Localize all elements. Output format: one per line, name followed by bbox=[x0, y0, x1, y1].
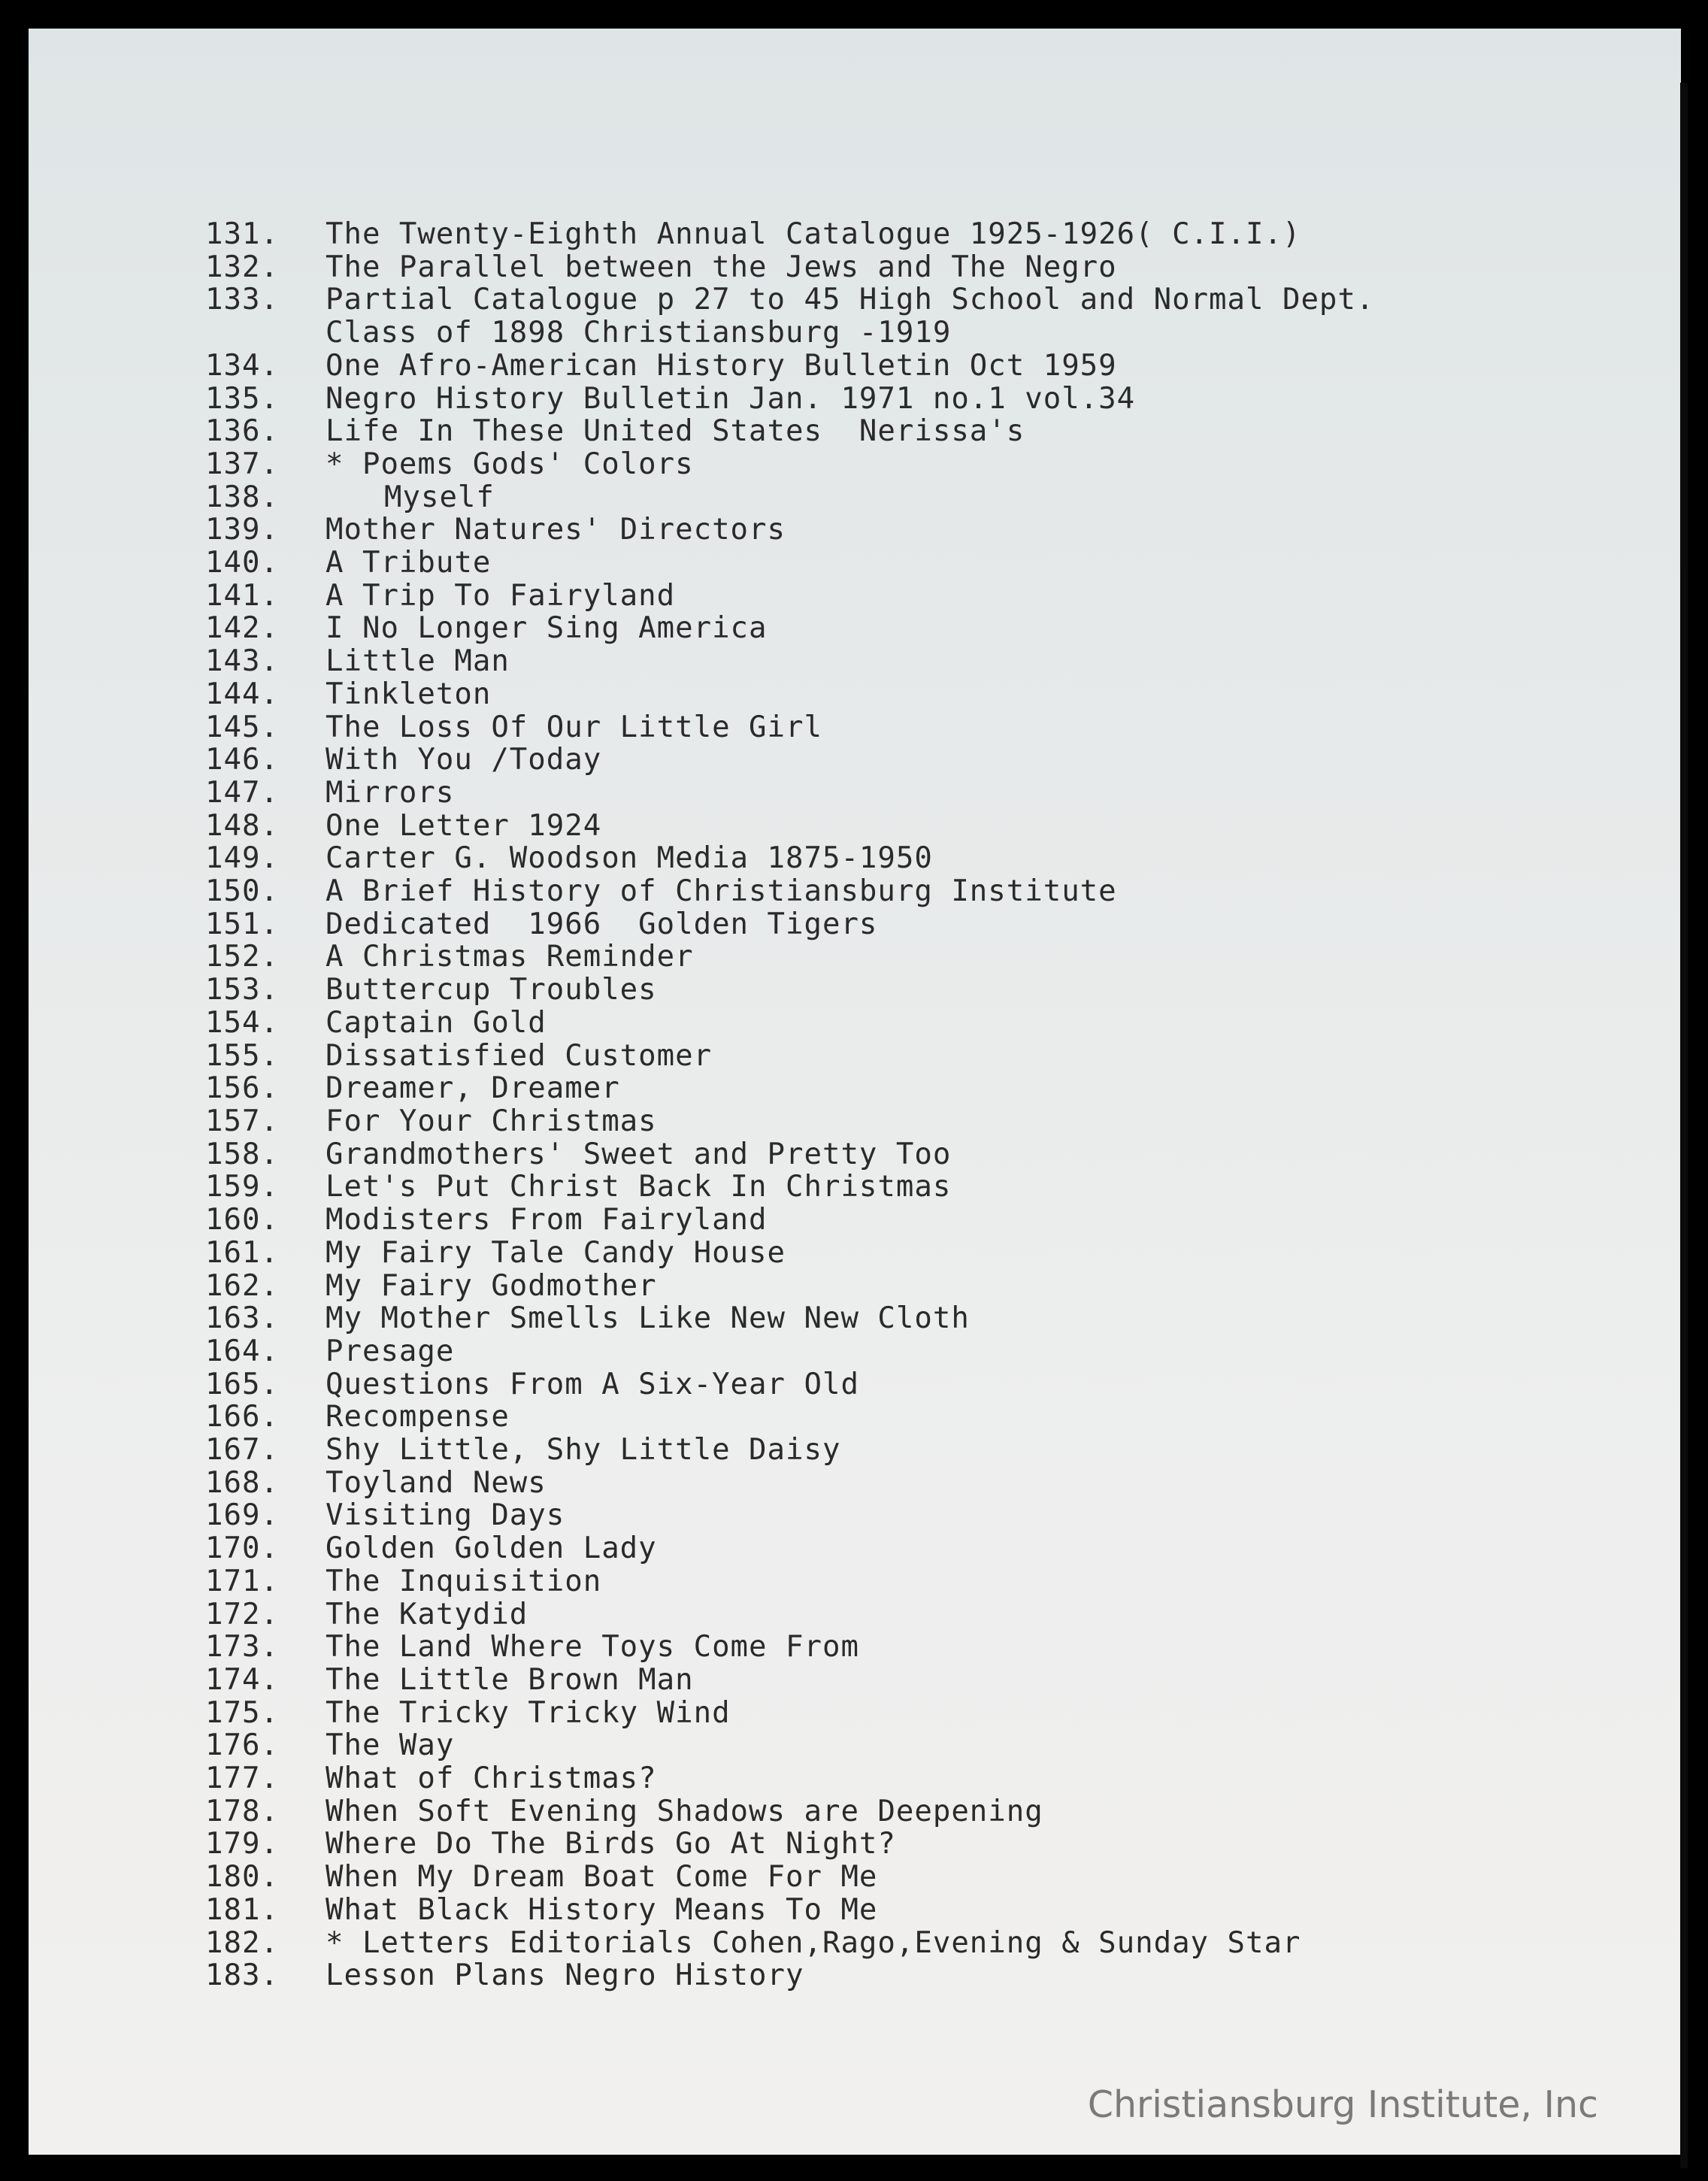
item-number: 161. bbox=[205, 1235, 279, 1270]
item-title: For Your Christmas bbox=[326, 1104, 657, 1138]
item-number: 174. bbox=[205, 1662, 279, 1697]
item-title: My Mother Smells Like New New Cloth bbox=[326, 1301, 970, 1336]
catalogue-list bbox=[205, 218, 1374, 1992]
list-item bbox=[205, 744, 1374, 777]
item-title: Questions From A Six-Year Old bbox=[326, 1367, 859, 1401]
item-number: 139. bbox=[205, 513, 279, 547]
item-title: A Trip To Fairyland bbox=[326, 578, 676, 613]
item-title: My Fairy Tale Candy House bbox=[326, 1235, 786, 1270]
item-title: With You /Today bbox=[326, 743, 602, 777]
item-title: The Loss Of Our Little Girl bbox=[326, 710, 822, 744]
item-title: A Brief History of Christiansburg Institute bbox=[326, 874, 1117, 909]
list-item bbox=[205, 251, 1374, 284]
item-number: 138. bbox=[205, 480, 279, 514]
list-item bbox=[205, 1434, 1374, 1467]
item-title: What Black History Means To Me bbox=[326, 1892, 878, 1927]
list-item bbox=[205, 415, 1374, 448]
item-number: 157. bbox=[205, 1104, 279, 1138]
item-number: 180. bbox=[205, 1860, 279, 1895]
item-number: 135. bbox=[205, 381, 279, 416]
item-title: Where Do The Birds Go At Night? bbox=[326, 1827, 896, 1861]
item-number: 171. bbox=[205, 1564, 279, 1598]
list-item bbox=[205, 218, 1374, 251]
item-title: Dissatisfied Customer bbox=[326, 1038, 713, 1073]
item-title: Carter G. Woodson Media 1875-1950 bbox=[326, 841, 933, 876]
list-item bbox=[205, 645, 1374, 678]
list-item bbox=[205, 1105, 1374, 1138]
list-item bbox=[205, 974, 1374, 1007]
list-item bbox=[205, 1762, 1374, 1795]
item-number: 140. bbox=[205, 546, 279, 580]
item-title: Little Man bbox=[326, 644, 510, 679]
list-item bbox=[205, 1138, 1374, 1171]
item-number: 163. bbox=[205, 1301, 279, 1336]
list-item bbox=[205, 1959, 1374, 1992]
list-item bbox=[205, 678, 1374, 711]
item-title: Dreamer, Dreamer bbox=[326, 1071, 620, 1106]
item-number: 160. bbox=[205, 1203, 279, 1237]
item-title: Class of 1898 Christiansburg -1919 bbox=[326, 316, 952, 350]
item-number: 134. bbox=[205, 348, 279, 383]
item-title: Recompense bbox=[326, 1400, 510, 1434]
item-number: 141. bbox=[205, 578, 279, 613]
list-item bbox=[205, 1040, 1374, 1073]
item-number: 164. bbox=[205, 1334, 279, 1368]
list-item bbox=[205, 383, 1374, 416]
list-item bbox=[205, 513, 1374, 547]
item-number: 167. bbox=[205, 1433, 279, 1468]
list-item bbox=[205, 1631, 1374, 1664]
item-number: 156. bbox=[205, 1071, 279, 1106]
item-title: Lesson Plans Negro History bbox=[326, 1958, 804, 1993]
item-number: 169. bbox=[205, 1498, 279, 1533]
item-number: 149. bbox=[205, 841, 279, 876]
item-number bbox=[205, 317, 326, 350]
item-number: 151. bbox=[205, 907, 279, 941]
item-number: 152. bbox=[205, 940, 279, 974]
item-title: My Fairy Godmother bbox=[326, 1268, 657, 1303]
item-number: 136. bbox=[205, 414, 279, 449]
list-item bbox=[205, 941, 1374, 974]
item-title: Golden Golden Lady bbox=[326, 1531, 657, 1566]
item-number: 165. bbox=[205, 1367, 279, 1401]
item-number: 155. bbox=[205, 1038, 279, 1073]
list-item bbox=[205, 283, 1374, 317]
item-title: The Twenty-Eighth Annual Catalogue 1925-1926( C.I.I.) bbox=[326, 217, 1301, 251]
item-number: 159. bbox=[205, 1170, 279, 1204]
list-item bbox=[205, 1335, 1374, 1368]
item-title: Negro History Bulletin Jan. 1971 no.1 vol.34 bbox=[326, 381, 1136, 416]
item-number: 178. bbox=[205, 1794, 279, 1828]
item-number: 183. bbox=[205, 1958, 279, 1993]
list-item bbox=[205, 875, 1374, 908]
item-number: 168. bbox=[205, 1465, 279, 1500]
list-item bbox=[205, 1467, 1374, 1500]
list-item bbox=[205, 1697, 1374, 1730]
item-title: Tinkleton bbox=[326, 677, 492, 711]
item-number: 172. bbox=[205, 1597, 279, 1631]
list-item bbox=[205, 1664, 1374, 1697]
item-title: Visiting Days bbox=[326, 1498, 565, 1533]
item-number: 173. bbox=[205, 1630, 279, 1665]
list-item bbox=[205, 1204, 1374, 1237]
item-number: 144. bbox=[205, 677, 279, 711]
list-item bbox=[205, 777, 1374, 810]
item-title: Toyland News bbox=[326, 1465, 547, 1500]
item-title: The Tricky Tricky Wind bbox=[326, 1695, 731, 1730]
item-number: 142. bbox=[205, 611, 279, 646]
list-item bbox=[205, 1565, 1374, 1598]
item-number: 131. bbox=[205, 217, 279, 251]
item-number: 146. bbox=[205, 743, 279, 777]
item-number: 176. bbox=[205, 1728, 279, 1763]
item-title: The Land Where Toys Come From bbox=[326, 1630, 859, 1665]
item-number: 145. bbox=[205, 710, 279, 744]
item-title: The Katydid bbox=[326, 1597, 528, 1631]
list-item bbox=[205, 317, 1374, 350]
item-title: Captain Gold bbox=[326, 1005, 547, 1040]
item-number: 181. bbox=[205, 1892, 279, 1927]
list-item bbox=[205, 580, 1374, 613]
item-number: 133. bbox=[205, 283, 279, 317]
watermark: Christiansburg Institute, Inc bbox=[1087, 2083, 1598, 2126]
list-item bbox=[205, 612, 1374, 645]
list-item bbox=[205, 481, 1374, 514]
item-title: I No Longer Sing America bbox=[326, 611, 768, 646]
page-edge-rule bbox=[1680, 83, 1688, 2168]
list-item bbox=[205, 547, 1374, 580]
item-title: What of Christmas? bbox=[326, 1761, 657, 1796]
item-number: 166. bbox=[205, 1400, 279, 1434]
item-title: Shy Little, Shy Little Daisy bbox=[326, 1433, 841, 1468]
item-title: One Afro-American History Bulletin Oct 1959 bbox=[326, 348, 1117, 383]
item-title: Buttercup Troubles bbox=[326, 973, 657, 1007]
list-item bbox=[205, 810, 1374, 843]
item-number: 150. bbox=[205, 874, 279, 909]
item-title: The Inquisition bbox=[326, 1564, 602, 1598]
item-title: Let's Put Christ Back In Christmas bbox=[326, 1170, 952, 1204]
list-item bbox=[205, 1302, 1374, 1335]
list-item bbox=[205, 1927, 1374, 1960]
item-title: The Parallel between the Jews and The Negro bbox=[326, 250, 1117, 284]
item-number: 153. bbox=[205, 973, 279, 1007]
list-item bbox=[205, 1894, 1374, 1927]
list-item bbox=[205, 1368, 1374, 1401]
item-title: When Soft Evening Shadows are Deepening bbox=[326, 1794, 1043, 1828]
item-number: 177. bbox=[205, 1761, 279, 1796]
item-title: Presage bbox=[326, 1334, 455, 1368]
item-number: 182. bbox=[205, 1925, 279, 1960]
item-title: Mother Natures' Directors bbox=[326, 513, 786, 547]
list-item bbox=[205, 350, 1374, 383]
item-title: A Christmas Reminder bbox=[326, 940, 694, 974]
list-item bbox=[205, 1499, 1374, 1532]
item-number: 158. bbox=[205, 1137, 279, 1171]
item-title: * Letters Editorials Cohen,Rago,Evening & Sunday Star bbox=[326, 1925, 1301, 1960]
item-title: Modisters From Fairyland bbox=[326, 1203, 768, 1237]
item-title: Dedicated 1966 Golden Tigers bbox=[326, 907, 878, 941]
item-title: The Way bbox=[326, 1728, 455, 1763]
list-item bbox=[205, 1270, 1374, 1303]
list-item bbox=[205, 1072, 1374, 1105]
item-title: Grandmothers' Sweet and Pretty Too bbox=[326, 1137, 952, 1171]
list-item bbox=[205, 1401, 1374, 1434]
list-item bbox=[205, 711, 1374, 744]
item-number: 143. bbox=[205, 644, 279, 679]
list-item bbox=[205, 448, 1374, 481]
list-item bbox=[205, 1007, 1374, 1040]
item-title: The Little Brown Man bbox=[326, 1662, 694, 1697]
item-title: When My Dream Boat Come For Me bbox=[326, 1860, 878, 1895]
item-number: 179. bbox=[205, 1827, 279, 1861]
list-item bbox=[205, 1795, 1374, 1828]
list-item bbox=[205, 1861, 1374, 1894]
list-item bbox=[205, 1729, 1374, 1762]
list-item bbox=[205, 1532, 1374, 1565]
item-title: A Tribute bbox=[326, 546, 492, 580]
item-title: * Poems Gods' Colors bbox=[326, 447, 694, 481]
list-item bbox=[205, 1237, 1374, 1270]
list-item bbox=[205, 842, 1374, 875]
list-item bbox=[205, 1171, 1374, 1204]
item-number: 147. bbox=[205, 775, 279, 810]
document-page bbox=[29, 29, 1681, 2155]
item-number: 170. bbox=[205, 1531, 279, 1566]
list-item bbox=[205, 1828, 1374, 1861]
item-number: 137. bbox=[205, 447, 279, 481]
item-number: 148. bbox=[205, 808, 279, 843]
list-item bbox=[205, 1598, 1374, 1631]
item-number: 175. bbox=[205, 1695, 279, 1730]
item-title: Mirrors bbox=[326, 775, 455, 810]
item-title: One Letter 1924 bbox=[326, 808, 602, 843]
item-number: 132. bbox=[205, 250, 279, 284]
item-title: Myself bbox=[384, 480, 495, 514]
item-title: Life In These United States Nerissa's bbox=[326, 414, 1025, 449]
item-number: 154. bbox=[205, 1005, 279, 1040]
item-title: Partial Catalogue p 27 to 45 High School and Normal Dept. bbox=[326, 283, 1375, 317]
list-item bbox=[205, 908, 1374, 941]
item-number: 162. bbox=[205, 1268, 279, 1303]
